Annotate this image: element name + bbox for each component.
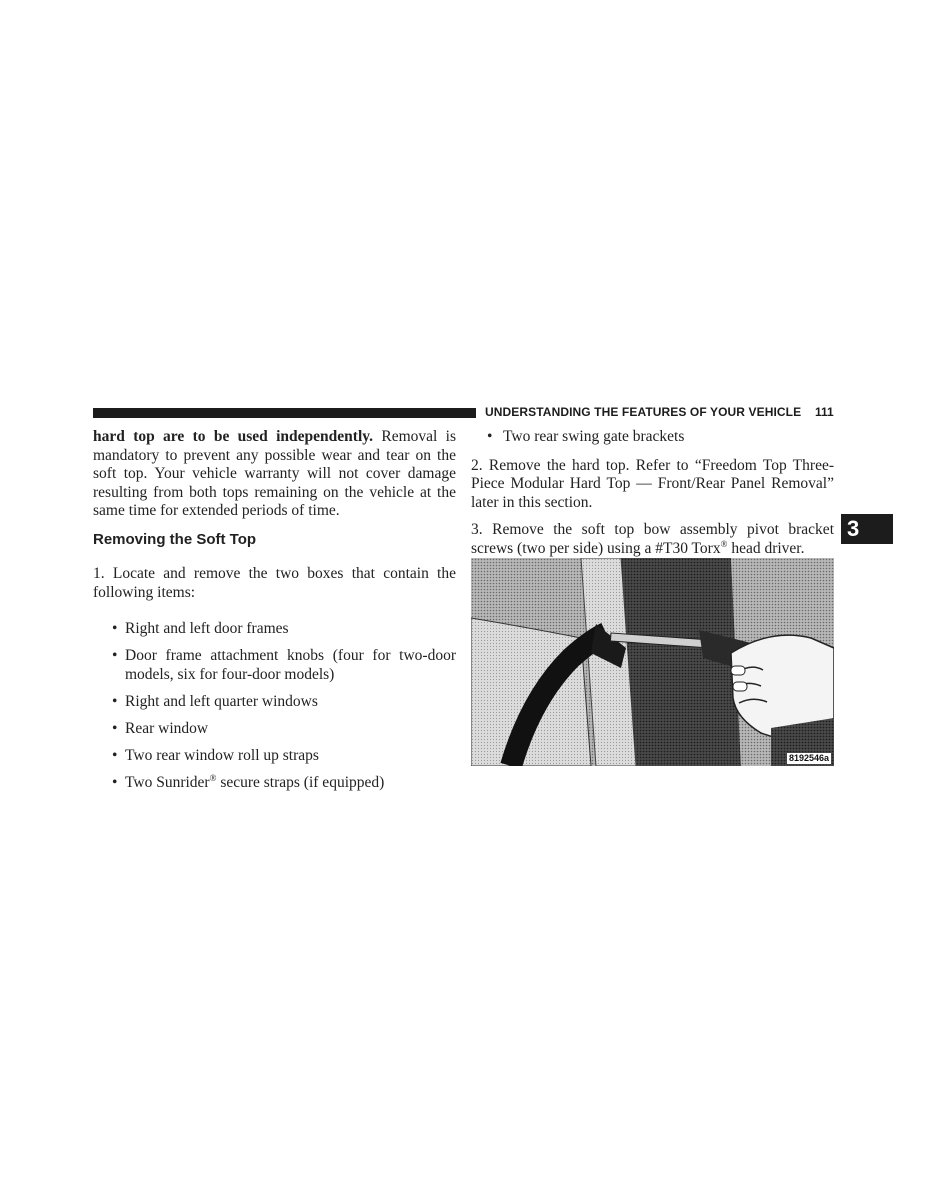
intro-text: Removal is mandatory to prevent any possible wear and tear on the soft top. Your vehicle warranty will not cover damage resulting from both tops remaining on the vehicle at the same time for extended periods of time.	[93, 428, 456, 519]
bullet: •	[112, 620, 118, 637]
list-item: • Right and left door frames	[112, 620, 289, 637]
registered-mark: ®	[209, 772, 217, 783]
bullet: •	[112, 647, 118, 664]
bullet: •	[487, 428, 493, 445]
chapter-tab: 3	[841, 514, 893, 544]
header-rule	[93, 408, 476, 418]
section-heading: Removing the Soft Top	[93, 530, 257, 548]
items-list-continued	[471, 428, 834, 447]
intro-bold: hard top are to be used independently.	[93, 428, 374, 445]
bullet: •	[112, 719, 118, 737]
intro-paragraph	[93, 428, 456, 521]
figure-label: 8192546a	[788, 753, 829, 763]
bullet: •	[112, 773, 118, 791]
step-3: 3. Remove the soft top bow assembly pivot bracket screws (two per side) using a #T30 Torx® head driver.	[471, 521, 834, 557]
list-item: • Two rear swing gate brackets	[487, 428, 685, 445]
step-2: 2. Remove the hard top. Refer to “Freedom Top Three-Piece Modular Hard Top — Front/Rear Panel Removal” later in this section.	[471, 456, 834, 511]
illustration-torx-driver	[471, 558, 834, 766]
left-column	[93, 428, 456, 801]
list-item: • Door frame attachment knobs (four for two-door models, six for four-door models)	[112, 647, 456, 683]
illustration-drawing	[471, 558, 834, 766]
step-1: 1. Locate and remove the two boxes that contain the following items:	[93, 565, 456, 601]
items-list	[93, 620, 456, 792]
registered-mark: ®	[720, 538, 728, 549]
bullet: •	[112, 692, 118, 710]
list-item: • Two Sunrider® secure straps (if equipped)	[112, 772, 385, 791]
page-number: 111	[815, 405, 834, 419]
bullet: •	[112, 746, 118, 764]
list-item: • Right and left quarter windows	[112, 692, 318, 710]
right-column	[471, 428, 834, 567]
running-header: UNDERSTANDING THE FEATURES OF YOUR VEHICLE	[485, 405, 802, 419]
list-item: • Rear window	[112, 719, 209, 737]
list-item: • Two rear window roll up straps	[112, 746, 319, 764]
